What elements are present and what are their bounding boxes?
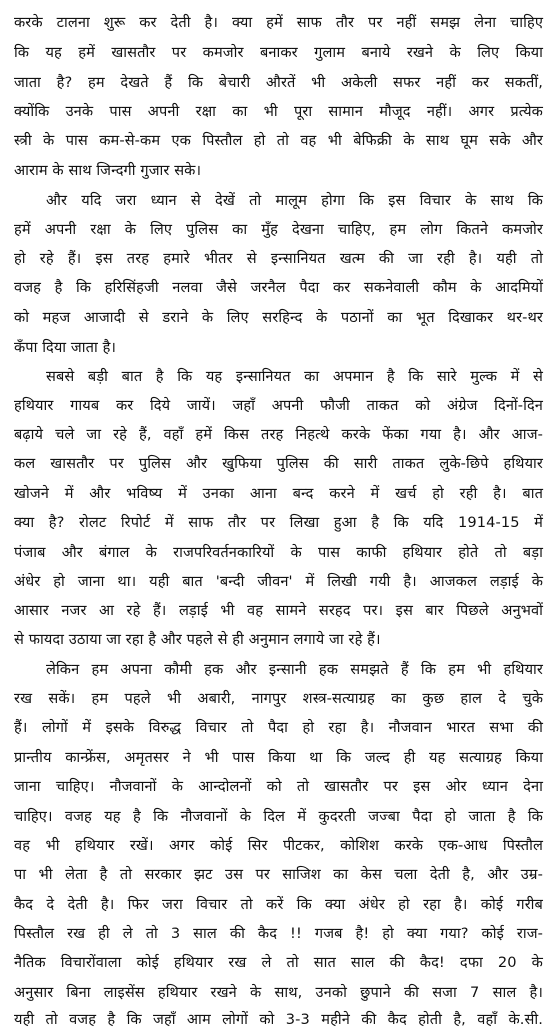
text-line: आराम के साथ जिन्दगी गुजार सके। — [14, 162, 202, 179]
text-line: अनुसार बिना लाइसेंस हथियार रखने के साथ, उनको छुपाने की सजा 7 साल है। — [14, 984, 543, 1001]
text-line: वजह है कि हरिसिंहजी नलवा जैसे जरनैल पैदा कर सकनेवाली कौम के आदमियों — [14, 279, 543, 296]
text-line: से फायदा उठाया जा रहा है और पहले से ही अनुमान लगाये जा रहे हैं। — [14, 631, 381, 648]
text-line: कल खासतौर पर पुलिस और खुफिया पुलिस की सारी ताकत लुके-छिपे हथियार — [14, 455, 543, 472]
text-line: पिस्तौल रख ही ले तो 3 साल की कैद !! गजब है! हो क्या गया? कोई राज- — [14, 925, 543, 942]
text-line: हथियार गायब कर दिये जायें। जहाँ अपनी फौजी ताकत को अंग्रेज दिनों-दिन — [14, 397, 543, 414]
text-line: कँपा दिया जाता है। — [14, 339, 117, 356]
text-line: प्रान्तीय कान्फ्रेंस, अमृतसर ने भी पास किया था कि जल्द ही यह सत्याग्रह किया — [14, 749, 543, 766]
text-line: कैद दे देती है। फिर जरा विचार तो करें कि क्या अंधेर हो रहा है। कोई गरीब — [14, 896, 543, 913]
text-line: चाहिए। वजह यह है कि नौजवानों के दिल में कुदरती जज्बा पैदा हो जाता है कि — [14, 808, 543, 825]
text-line: बढ़ाये चले जा रहे हैं, वहाँ हमें किस तरह निहत्थे करके फेंका गया है। और आज- — [14, 426, 543, 443]
text-line: कि यह हमें खासतौर पर कमजोर बनाकर गुलाम बनाये रखने के लिए किया — [14, 44, 543, 61]
text-line: जाना चाहिए। नौजवानों के आन्दोलनों को तो खासतौर पर इस ओर ध्यान देना — [14, 778, 543, 795]
text-line: क्योंकि उनके पास अपनी रक्षा का भी पूरा सामान मौजूद नहीं। अगर प्रत्येक — [14, 103, 543, 120]
text-line: को महज आजादी से डराने के लिए सरहिन्द के पठानों का भूत दिखाकर थर-थर — [14, 309, 543, 326]
text-line: सबसे बड़ी बात है कि यह इन्सानियत का अपमान है कि सारे मुल्क में से — [46, 368, 543, 385]
text-line: हो रहे हैं। इस तरह हमारे भीतर से इन्सानियत खत्म की जा रही है। यही तो — [14, 250, 543, 267]
text-line: पा भी लेता है तो सरकार झट उस पर साजिश का केस चला देती है, और उम्र- — [14, 866, 543, 883]
text-line: स्त्री के पास कम-से-कम एक पिस्तौल हो तो वह भी बेफिक्री के साथ घूम सके और — [14, 132, 543, 149]
text-line: वह भी हथियार रखें। अगर कोई सिर पीटकर, कोशिश करके एक-आध पिस्तौल — [14, 837, 543, 854]
text-line: नैतिक विचारोंवाला कोई हथियार रख ले तो सात साल की कैद! दफा 20 के — [14, 954, 543, 971]
text-line: पंजाब और बंगाल के राजपरिवर्तनकारियों के पास काफी हथियार होते तो बड़ा — [14, 544, 543, 561]
text-line: हैं। लोगों में इसके विरुद्ध विचार तो पैदा हो रहा है। नौजवान भारत सभा की — [14, 719, 543, 736]
text-line: लेकिन हम अपना कौमी हक और इन्सानी हक समझते हैं कि हम भी हथियार — [46, 661, 543, 678]
text-line: यही तो वजह है कि जहाँ आम लोगों को 3-3 महीने की कैद होती है, वहाँ के.सी. — [14, 1011, 543, 1028]
text-line: रख सकें। हम पहले भी अबारी, नागपुर शस्त्र-सत्याग्रह का कुछ हाल दे चुके — [14, 690, 543, 707]
text-line: जाता है? हम देखते हैं कि बेचारी औरतें भी अकेली सफर नहीं कर सकतीं, — [14, 74, 543, 91]
text-line: क्या है? रोलट रिपोर्ट में साफ तौर पर लिखा हुआ है कि यदि 1914-15 में — [14, 514, 543, 531]
text-line: हमें अपनी रक्षा के लिए पुलिस का मुँह देखना चाहिए, हम लोग कितने कमजोर — [14, 221, 543, 238]
text-line: खोजने में और भविष्य में उनका आना बन्द करने में खर्च हो रही है। बात — [14, 485, 543, 502]
text-line: अंधेर हो जाना था। यही बात 'बन्दी जीवन' में लिखी गयी है। आजकल लड़ाई के — [14, 573, 543, 590]
text-line: आसार नजर आ रहे हैं। लड़ाई भी वह सामने सरहद पर। इस बार पिछले अनुभवों — [14, 602, 543, 619]
text-line: करके टालना शुरू कर देती है। क्या हमें साफ तौर पर नहीं समझ लेना चाहिए — [14, 14, 543, 31]
text-line: और यदि जरा ध्यान से देखें तो मालूम होगा कि इस विचार के साथ कि — [46, 192, 543, 209]
